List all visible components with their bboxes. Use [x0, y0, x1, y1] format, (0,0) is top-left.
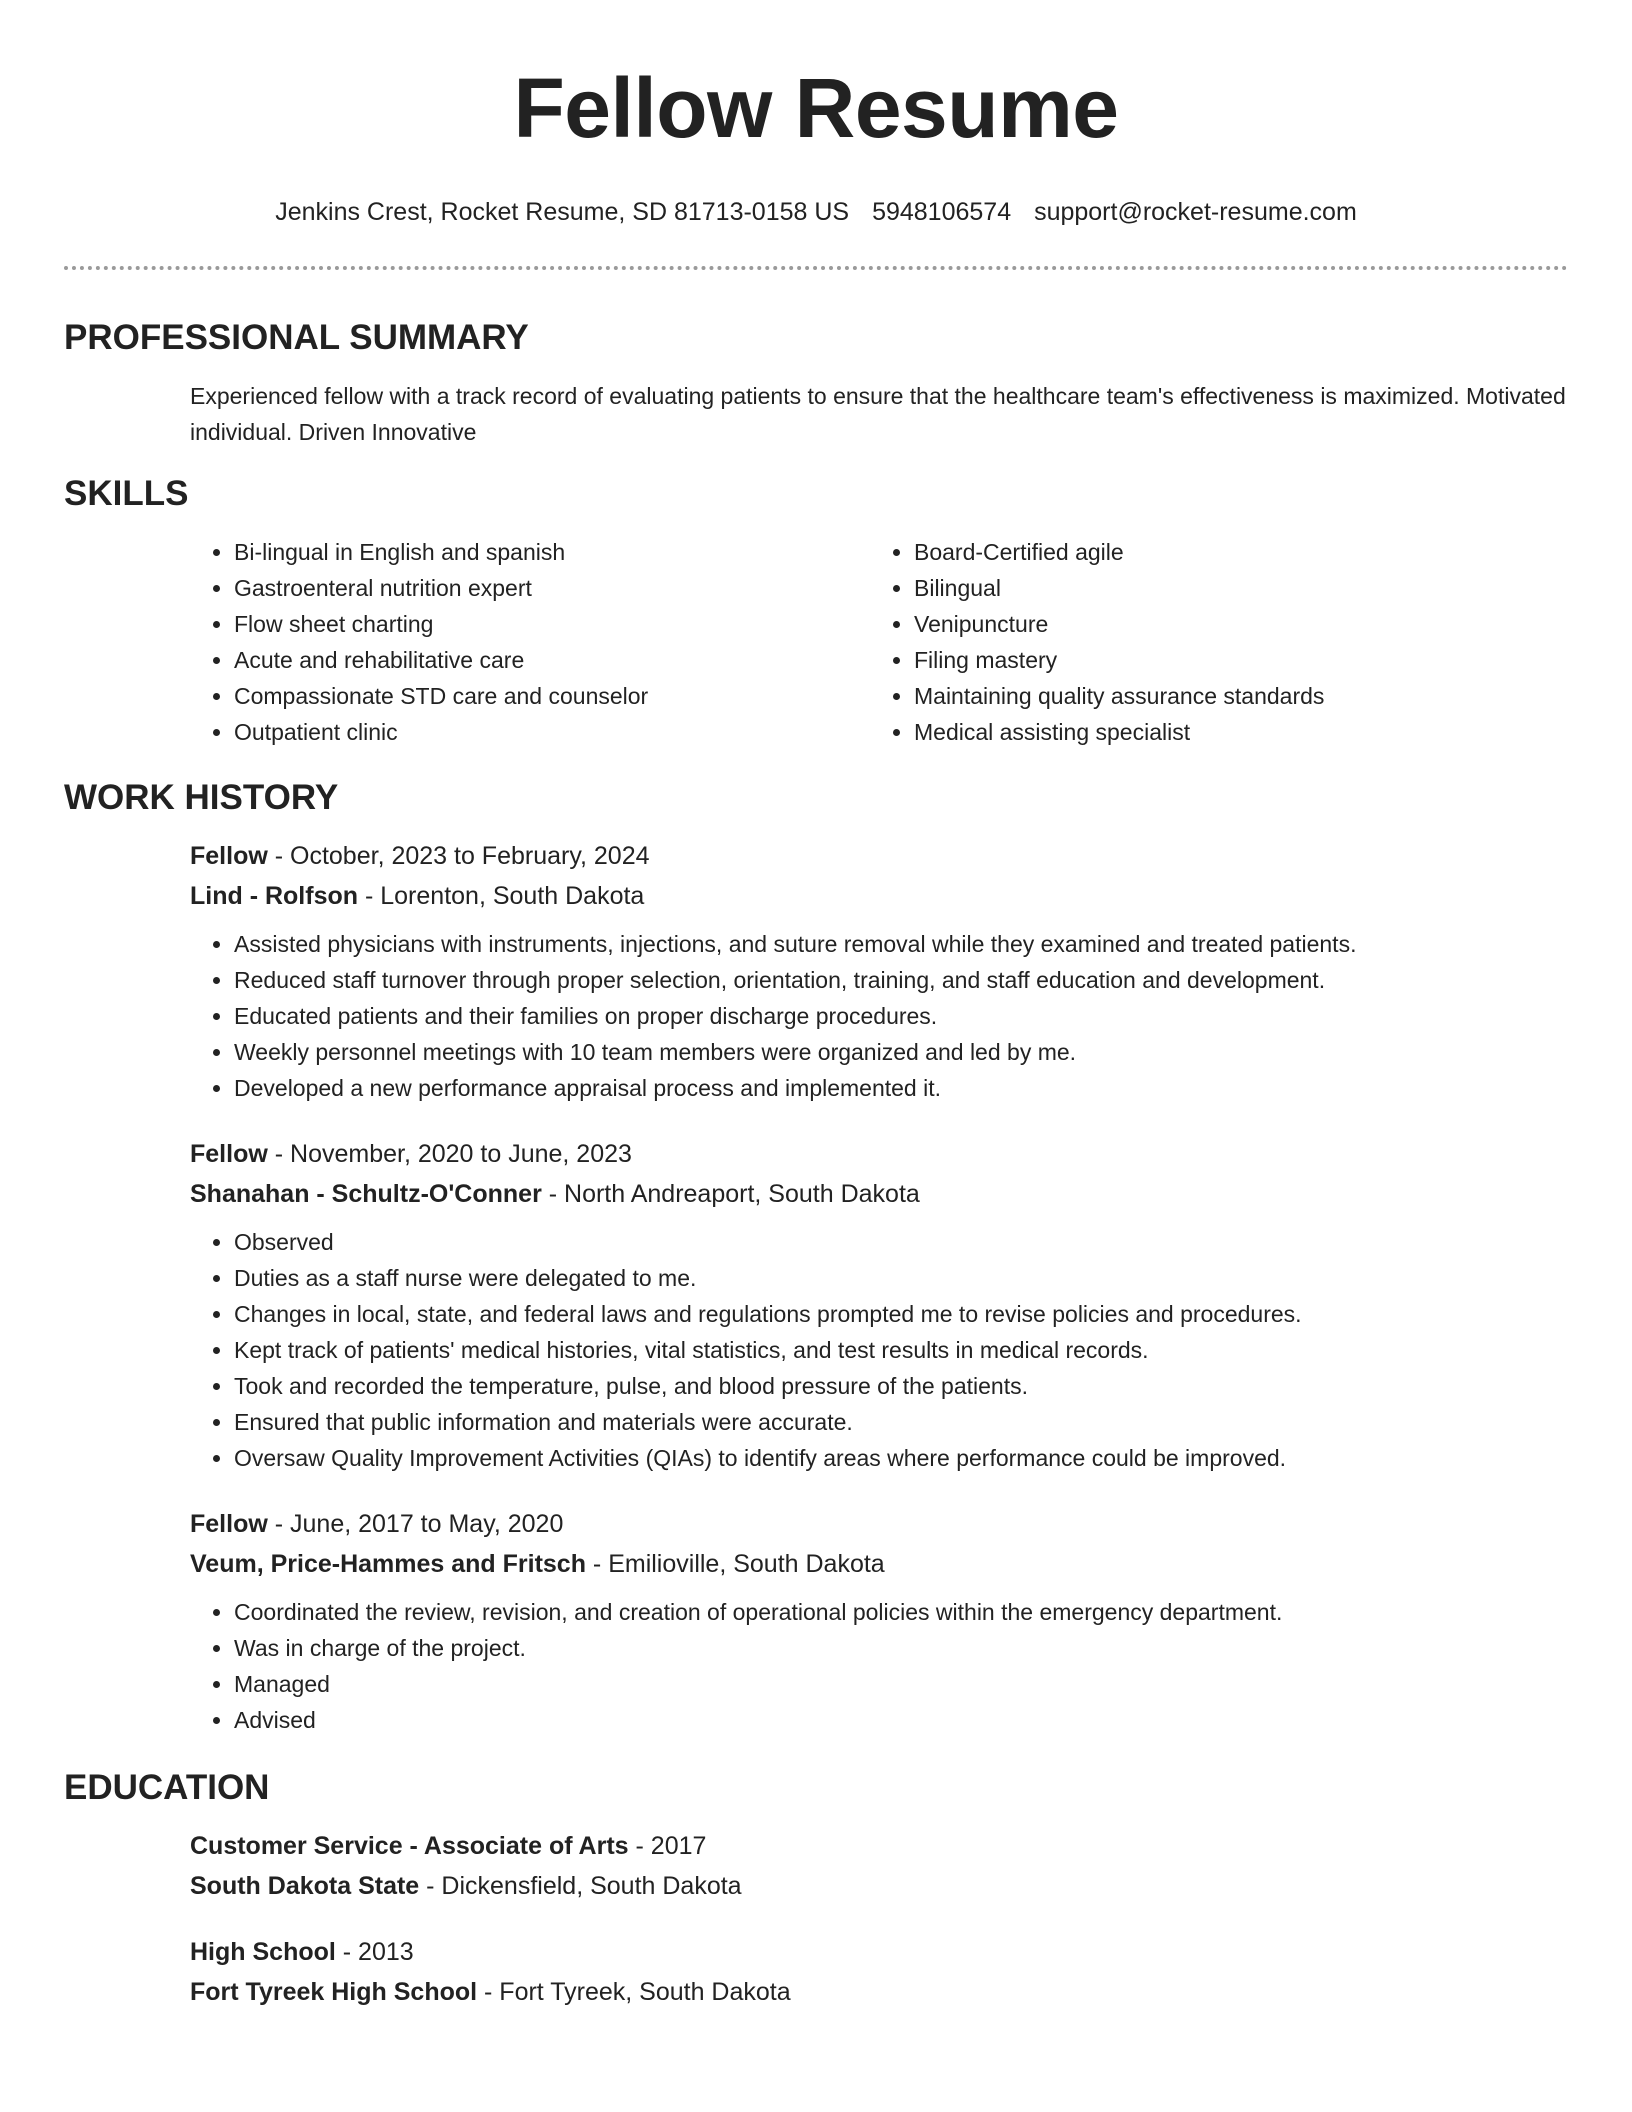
education-heading: EDUCATION — [64, 1768, 270, 1807]
job-company-line — [190, 1174, 1568, 1214]
skill-item: • Medical assisting specialist — [914, 714, 1550, 750]
work-section — [64, 776, 1568, 1738]
skill-item: • Bilingual — [914, 570, 1550, 606]
education-school-line — [190, 1866, 1568, 1906]
summary-text: Experienced fellow with a track record of evaluating patients to ensure that the healthcare team's effectiveness is maximized. Motivated individual. Driven Innovative — [190, 383, 1566, 445]
job-dates: - November, 2020 to June, 2023 — [267, 1140, 632, 1168]
job-bullet: • Changes in local, state, and federal laws and regulations prompted me to revise policies and procedures. — [234, 1296, 1568, 1332]
job-bullet: • Observed — [234, 1224, 1568, 1260]
skill-item: • Board-Certified agile — [914, 534, 1550, 570]
education-school: Fort Tyreek High School — [190, 1978, 478, 2006]
education-year: - 2013 — [335, 1938, 414, 1966]
job-entry — [190, 1504, 1568, 1738]
job-company-line — [190, 1544, 1568, 1584]
education-body — [190, 1826, 1568, 2012]
job-bullet: • Ensured that public information and materials were accurate. — [234, 1404, 1568, 1440]
job-bullet: • Assisted physicians with instruments, injections, and suture removal while they examined and treated patients. — [234, 926, 1568, 962]
skill-item: • Acute and rehabilitative care — [234, 642, 870, 678]
job-bullet: • Developed a new performance appraisal process and implemented it. — [234, 1070, 1568, 1106]
job-role: Fellow — [190, 1510, 268, 1538]
contact-address: Jenkins Crest, Rocket Resume, SD 81713-0158 US — [275, 198, 850, 226]
job-bullet: • Weekly personnel meetings with 10 team members were organized and led by me. — [234, 1034, 1568, 1070]
skills-section — [64, 472, 1568, 750]
contact-phone: 5948106574 — [872, 198, 1012, 226]
job-bullets — [190, 1224, 1568, 1476]
skill-item: • Venipuncture — [914, 606, 1550, 642]
job-bullet: • Kept track of patients' medical histories, vital statistics, and test results in medical records. — [234, 1332, 1568, 1368]
job-company-line — [190, 876, 1568, 916]
job-title-line — [190, 1504, 1568, 1544]
skill-item: • Gastroenteral nutrition expert — [234, 570, 870, 606]
skills-column-right — [870, 534, 1550, 750]
work-heading: WORK HISTORY — [64, 778, 339, 817]
education-degree: Customer Service - Associate of Arts — [190, 1832, 629, 1860]
job-dates: - June, 2017 to May, 2020 — [267, 1510, 564, 1538]
contact-email: support@rocket-resume.com — [1034, 198, 1357, 226]
header-divider — [64, 266, 1568, 270]
skill-item: • Compassionate STD care and counselor — [234, 678, 870, 714]
skill-item: • Outpatient clinic — [234, 714, 870, 750]
job-bullet: • Coordinated the review, revision, and creation of operational policies within the emergency department. — [234, 1594, 1568, 1630]
job-bullet: • Managed — [234, 1666, 1568, 1702]
education-degree-line — [190, 1826, 1568, 1866]
job-location: - North Andreaport, South Dakota — [541, 1180, 920, 1208]
job-bullets — [190, 926, 1568, 1106]
skills-column-left — [190, 534, 870, 750]
skills-list-left — [190, 534, 870, 750]
job-bullet: • Reduced staff turnover through proper selection, orientation, training, and staff education and development. — [234, 962, 1568, 998]
job-bullet: • Took and recorded the temperature, pulse, and blood pressure of the patients. — [234, 1368, 1568, 1404]
skill-item: • Filing mastery — [914, 642, 1550, 678]
job-entry — [190, 1134, 1568, 1476]
education-location: - Dickensfield, South Dakota — [419, 1872, 742, 1900]
job-dates: - October, 2023 to February, 2024 — [267, 842, 650, 870]
job-bullets — [190, 1594, 1568, 1738]
work-body — [190, 836, 1568, 1738]
skills-list-right — [870, 534, 1550, 750]
contact-line — [64, 196, 1568, 228]
job-company: Shanahan - Schultz-O'Conner — [190, 1180, 542, 1208]
job-entry — [190, 836, 1568, 1106]
education-school: South Dakota State — [190, 1872, 420, 1900]
summary-section — [64, 316, 1568, 450]
job-bullet: • Advised — [234, 1702, 1568, 1738]
education-year: - 2017 — [628, 1832, 707, 1860]
job-location: - Lorenton, South Dakota — [358, 882, 645, 910]
skill-item: • Flow sheet charting — [234, 606, 870, 642]
education-location: - Fort Tyreek, South Dakota — [477, 1978, 791, 2006]
job-location: - Emilioville, South Dakota — [585, 1550, 885, 1578]
skills-grid — [190, 534, 1568, 750]
skill-item: • Maintaining quality assurance standards — [914, 678, 1550, 714]
summary-heading: PROFESSIONAL SUMMARY — [64, 318, 529, 357]
education-section — [64, 1766, 1568, 2012]
skills-heading: SKILLS — [64, 474, 189, 513]
job-role: Fellow — [190, 1140, 268, 1168]
job-bullet: • Duties as a staff nurse were delegated to me. — [234, 1260, 1568, 1296]
job-title-line — [190, 1134, 1568, 1174]
resume-name: Fellow Resume — [513, 61, 1119, 155]
job-bullet: • Was in charge of the project. — [234, 1630, 1568, 1666]
job-bullet: • Educated patients and their families on proper discharge procedures. — [234, 998, 1568, 1034]
education-school-line — [190, 1972, 1568, 2012]
job-company: Veum, Price-Hammes and Fritsch — [190, 1550, 586, 1578]
job-company: Lind - Rolfson — [190, 882, 359, 910]
education-degree-line — [190, 1932, 1568, 1972]
education-entry — [190, 1932, 1568, 2012]
job-role: Fellow — [190, 842, 268, 870]
education-entry — [190, 1826, 1568, 1906]
summary-body — [190, 378, 1568, 450]
education-degree: High School — [190, 1938, 336, 1966]
skill-item: • Bi-lingual in English and spanish — [234, 534, 870, 570]
job-bullet: • Oversaw Quality Improvement Activities (QIAs) to identify areas where performance could be improved. — [234, 1440, 1568, 1476]
job-title-line — [190, 836, 1568, 876]
